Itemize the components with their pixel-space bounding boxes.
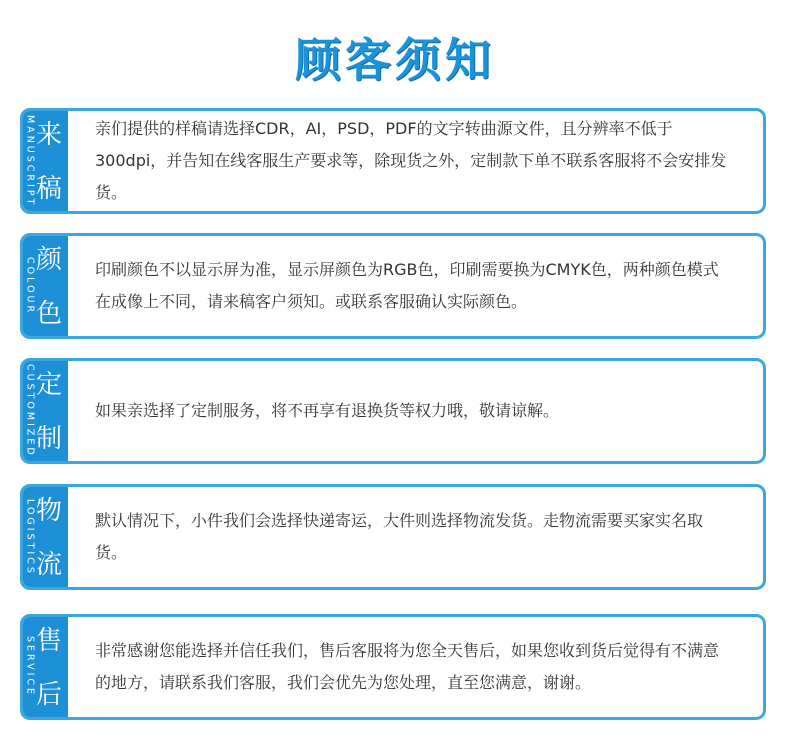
card-text (95, 361, 733, 461)
card-text (95, 111, 733, 211)
card-label-tab (20, 614, 68, 720)
card-text-content: 亲们提供的样稿请选择CDR，AI，PSD，PDF的文字转曲源文件，且分辨率不低于300dpi，并告知在线客服生产要求等，除现货之外，定制款下单不联系客服将不会安排发货。 (95, 119, 727, 202)
card-text-content: 印刷颜色不以显示屏为准，显示屏颜色为RGB色，印刷需要换为CMYK色，两种颜色模式在成像上不同，请来稿客户须知。或联系客服确认实际颜色。 (95, 260, 719, 311)
card-label-chinese-bottom: 后 (35, 680, 62, 710)
card-label-chinese-bottom: 流 (35, 550, 62, 580)
card-text (95, 617, 733, 717)
notice-card-manuscript (20, 108, 766, 214)
notice-card-colour (20, 233, 766, 339)
card-text-content: 非常感谢您能选择并信任我们，售后客服将为您全天售后，如果您收到货后觉得有不满意的地方，请联系我们客服，我们会优先为您处理，直至您满意，谢谢。 (95, 641, 720, 692)
card-label-english: MANUSCRIPT (24, 114, 36, 208)
notice-card-logistics (20, 484, 766, 590)
card-label-english: SERVICE (24, 636, 36, 698)
card-label-english: LOGISTICS (24, 498, 36, 576)
card-label-chinese-bottom: 制 (35, 424, 62, 454)
card-label-chinese-bottom: 色 (35, 299, 62, 329)
card-text (95, 487, 733, 587)
notice-card-service (20, 614, 766, 720)
card-label-tab (20, 108, 68, 214)
card-text-content: 如果亲选择了定制服务，将不再享有退换货等权力哦，敬请谅解。 (95, 401, 560, 420)
card-text-content: 默认情况下，小件我们会选择快递寄运，大件则选择物流发货。走物流需要买家实名取货。 (95, 511, 704, 562)
card-label-chinese-top: 来 (35, 120, 62, 150)
notice-card-customized (20, 358, 766, 464)
card-label-chinese-top: 售 (35, 626, 62, 656)
page-title: 顾客须知 (295, 33, 495, 87)
card-label-tab (20, 358, 68, 464)
card-label-chinese-bottom: 稿 (35, 174, 62, 204)
card-label-chinese-top: 定 (35, 370, 62, 400)
card-label-tab (20, 233, 68, 339)
card-label-tab (20, 484, 68, 590)
card-label-english: CUSTOMIZED (24, 364, 36, 458)
card-label-english: COLOUR (24, 256, 36, 316)
card-label-chinese-top: 物 (35, 496, 62, 526)
card-label-chinese-top: 颜 (35, 245, 62, 275)
card-text (95, 236, 733, 336)
